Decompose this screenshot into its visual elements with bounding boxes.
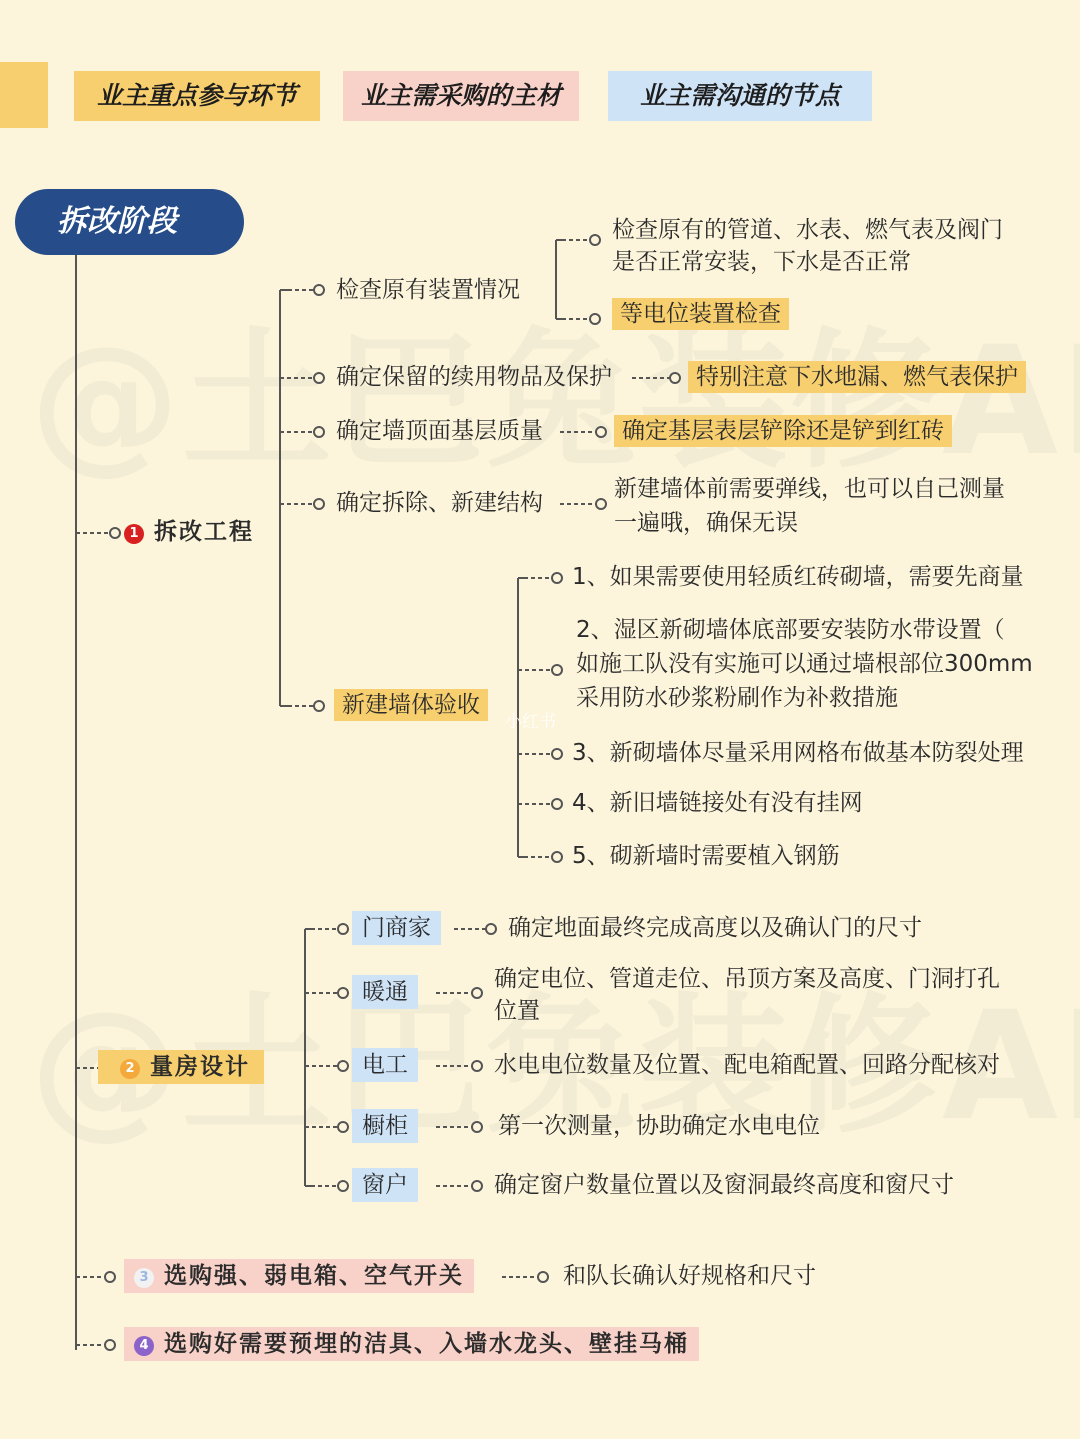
section-1-number: 1: [124, 524, 144, 544]
structure-detail-line-1: 新建墙体前需要弹线，也可以自己测量: [614, 476, 1005, 502]
legend-owner-key-steps: 业主重点参与环节: [74, 71, 320, 121]
section-3-detail: 和队长确认好规格和尺寸: [563, 1263, 816, 1289]
new-wall-point-5: 5、砌新墙时需要植入钢筋: [572, 843, 840, 869]
section-4-number: 4: [134, 1336, 154, 1356]
stage-title: 拆改阶段: [15, 189, 244, 255]
s2-item-electrician-detail: 水电电位数量及位置、配电箱配置、回路分配核对: [494, 1052, 1000, 1078]
s2-item-hvac-detail-line-2: 位置: [494, 998, 540, 1024]
new-wall-label: 新建墙体验收: [334, 689, 488, 721]
s2-item-window: 窗户: [352, 1168, 418, 1202]
section-2-number: 2: [120, 1059, 140, 1079]
legend-owner-communication: 业主需沟通的节点: [608, 71, 872, 121]
equipotential-check: 等电位装置检查: [612, 298, 789, 330]
wall-quality-label: 确定墙顶面基层质量: [336, 418, 543, 444]
wall-quality-detail: 确定基层表层铲除还是铲到红砖: [614, 415, 952, 447]
new-wall-point-4: 4、新旧墙链接处有没有挂网: [572, 790, 863, 816]
check-existing-detail-line-1: 检查原有的管道、水表、燃气表及阀门: [612, 217, 1003, 243]
s2-item-electrician: 电工: [352, 1048, 418, 1082]
new-wall-point-3: 3、新砌墙体尽量采用网格布做基本防裂处理: [572, 740, 1024, 766]
section-2-title: 2 量房设计: [98, 1050, 264, 1084]
section-1-title: 1 拆改工程: [124, 516, 254, 549]
check-existing-label: 检查原有装置情况: [336, 277, 520, 303]
legend-accent-strip: [0, 62, 48, 128]
structure-detail-line-2: 一遍哦，确保无误: [614, 510, 798, 536]
structure-label: 确定拆除、新建结构: [336, 490, 543, 516]
overlay-watermark-text: 小红书: [505, 712, 556, 732]
legend-owner-materials: 业主需采购的主材: [343, 71, 579, 121]
check-existing-detail-line-2: 是否正常安装，下水是否正常: [612, 249, 911, 275]
s2-item-window-detail: 确定窗户数量位置以及窗洞最终高度和窗尺寸: [494, 1172, 954, 1198]
section-4-title: 4 选购好需要预埋的洁具、入墙水龙头、壁挂马桶: [124, 1327, 699, 1361]
keep-items-label: 确定保留的续用物品及保护: [336, 364, 612, 390]
new-wall-point-2-line-3: 采用防水砂浆粉刷作为补救措施: [576, 685, 898, 711]
s2-item-hvac-detail-line-1: 确定电位、管道走位、吊顶方案及高度、门洞打孔: [494, 966, 1000, 992]
section-3-number: 3: [134, 1268, 154, 1288]
new-wall-point-2-line-1: 2、湿区新砌墙体底部要安装防水带设置（: [576, 617, 1005, 643]
new-wall-point-1: 1、如果需要使用轻质红砖砌墙，需要先商量: [572, 564, 1024, 590]
new-wall-point-2-line-2: 如施工队没有实施可以通过墙根部位300mm: [576, 651, 1033, 677]
s2-item-hvac: 暖通: [352, 975, 418, 1009]
s2-item-door-vendor-detail: 确定地面最终完成高度以及确认门的尺寸: [508, 915, 922, 941]
s2-item-cabinet: 橱柜: [352, 1109, 418, 1143]
s2-item-cabinet-detail: 第一次测量，协助确定水电电位: [498, 1113, 820, 1139]
keep-items-detail: 特别注意下水地漏、燃气表保护: [688, 361, 1026, 393]
s2-item-door-vendor: 门商家: [352, 911, 441, 945]
section-3-title: 3 选购强、弱电箱、空气开关: [124, 1259, 474, 1293]
